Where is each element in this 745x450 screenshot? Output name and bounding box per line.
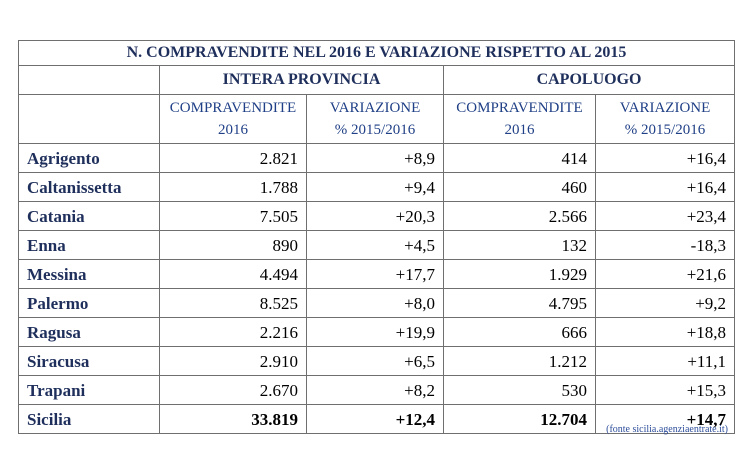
value-cell: +15,3	[596, 376, 735, 405]
col-header-variazione-provincia: VARIAZIONE % 2015/2016	[307, 95, 444, 144]
value-cell: +17,7	[307, 260, 444, 289]
province-name: Enna	[19, 231, 160, 260]
col-header-compravendite-provincia: COMPRAVENDITE 2016	[160, 95, 307, 144]
value-cell: +8,2	[307, 376, 444, 405]
value-cell: +8,9	[307, 144, 444, 173]
value-cell: +18,8	[596, 318, 735, 347]
table-title: N. COMPRAVENDITE NEL 2016 E VARIAZIONE RISPETTO AL 2015	[19, 41, 735, 66]
table-row	[19, 289, 735, 318]
group-header-capoluogo: CAPOLUOGO	[444, 66, 735, 95]
province-name: Ragusa	[19, 318, 160, 347]
province-name: Messina	[19, 260, 160, 289]
table-row	[19, 318, 735, 347]
value-cell: +9,2	[596, 289, 735, 318]
value-cell: 890	[160, 231, 307, 260]
value-cell: 2.670	[160, 376, 307, 405]
province-name: Agrigento	[19, 144, 160, 173]
province-name: Sicilia	[19, 405, 160, 434]
province-name: Caltanissetta	[19, 173, 160, 202]
value-cell: 1.929	[444, 260, 596, 289]
value-cell: +12,4	[307, 405, 444, 434]
value-cell: 666	[444, 318, 596, 347]
value-cell: +8,0	[307, 289, 444, 318]
table-row	[19, 231, 735, 260]
title-row	[19, 41, 735, 66]
value-cell: 132	[444, 231, 596, 260]
province-name: Trapani	[19, 376, 160, 405]
value-cell: +11,1	[596, 347, 735, 376]
group-header-row	[19, 66, 735, 95]
sales-table	[18, 40, 735, 434]
value-cell: 414	[444, 144, 596, 173]
value-cell: 33.819	[160, 405, 307, 434]
value-cell: +23,4	[596, 202, 735, 231]
value-cell: 4.494	[160, 260, 307, 289]
value-cell: +20,3	[307, 202, 444, 231]
source-note: (fonte sicilia.agenziaentrate.it)	[606, 424, 728, 435]
col-header-variazione-capoluogo: VARIAZIONE % 2015/2016	[596, 95, 735, 144]
value-cell: +16,4	[596, 144, 735, 173]
value-cell: 2.216	[160, 318, 307, 347]
value-cell: 1.212	[444, 347, 596, 376]
value-cell: +16,4	[596, 173, 735, 202]
value-cell: 8.525	[160, 289, 307, 318]
empty-corner-cell	[19, 66, 160, 95]
value-cell: 4.795	[444, 289, 596, 318]
value-cell: +6,5	[307, 347, 444, 376]
value-cell: 2.910	[160, 347, 307, 376]
value-cell: +4,5	[307, 231, 444, 260]
table-row	[19, 144, 735, 173]
value-cell: 530	[444, 376, 596, 405]
col-header-compravendite-capoluogo: COMPRAVENDITE 2016	[444, 95, 596, 144]
table-row	[19, 173, 735, 202]
value-cell: +14,7	[596, 405, 735, 434]
value-cell: +9,4	[307, 173, 444, 202]
value-cell: +19,9	[307, 318, 444, 347]
province-name: Palermo	[19, 289, 160, 318]
province-name: Catania	[19, 202, 160, 231]
empty-corner-cell	[19, 95, 160, 144]
value-cell: 2.566	[444, 202, 596, 231]
value-cell: 7.505	[160, 202, 307, 231]
table-row	[19, 260, 735, 289]
table-row	[19, 202, 735, 231]
value-cell: -18,3	[596, 231, 735, 260]
group-header-provincia: INTERA PROVINCIA	[160, 66, 444, 95]
province-name: Siracusa	[19, 347, 160, 376]
value-cell: 1.788	[160, 173, 307, 202]
value-cell: 2.821	[160, 144, 307, 173]
value-cell: 12.704	[444, 405, 596, 434]
sub-header-row	[19, 95, 735, 144]
table-row	[19, 376, 735, 405]
value-cell: 460	[444, 173, 596, 202]
value-cell: +21,6	[596, 260, 735, 289]
table-row	[19, 347, 735, 376]
